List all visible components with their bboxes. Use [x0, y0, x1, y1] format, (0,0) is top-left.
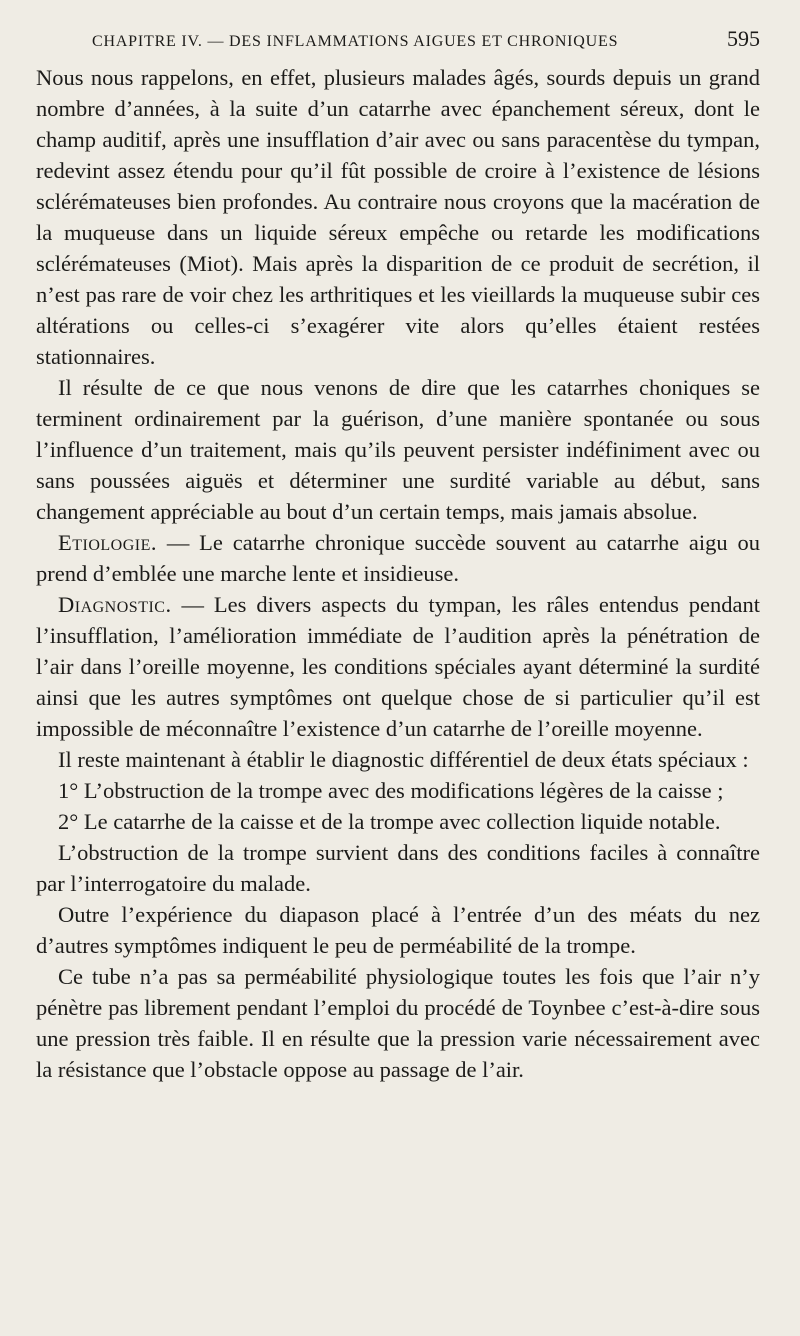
- page-number: 595: [727, 26, 760, 51]
- running-header: [36, 26, 760, 62]
- chapter-title: CHAPITRE IV. — DES INFLAMMATIONS AIGUES ET CHRONIQUES: [92, 33, 619, 50]
- list-item: 1° L’obstruction de la trompe avec des modifications légères de la caisse ;: [58, 778, 724, 803]
- paragraph: Ce tube n’a pas sa perméabilité physiologique toutes les fois que l’air n’y pénètre pas librement pendant l’emploi du procédé de Toynbee c’est-à-dire sous une pression très faible. Il en résulte que la pression varie nécessairement avec la résistance que l’obstacle oppose au passage de l’air.: [36, 964, 760, 1082]
- diagnostic-text: — Les divers aspects du tympan, les râles entendus pendant l’insufflation, l’amélioration immédiate de l’audition après la pénétration de l’air dans l’oreille moyenne, les conditions spéciales ayant déterminé la surdité ainsi que les autres symptômes ont quelque chose de si particulier qu’il est impossible de méconnaître l’existence d’un catarrhe de l’oreille moyenne.: [36, 592, 760, 741]
- diagnostic-paragraph: [36, 589, 760, 744]
- etiologie-heading: Etiologie.: [58, 530, 158, 555]
- paragraph: Il reste maintenant à établir le diagnostic différentiel de deux états spéciaux :: [58, 747, 749, 772]
- etiologie-text: — Le catarrhe chronique succède souvent au catarrhe aigu ou prend d’emblée une marche lente et insidieuse.: [36, 530, 760, 586]
- paragraph: Nous nous rappelons, en effet, plusieurs malades âgés, sourds depuis un grand nombre d’années, à la suite d’un catarrhe avec épanchement séreux, dont le champ auditif, après une insufflation d’air avec ou sans paracentèse du tympan, redevint assez étendu pour qu’il fût possible de croire à l’existence de lésions sclérémateuses bien profondes. Au contraire nous croyons que la macération de la muqueuse dans un liquide séreux empêche ou retarde les modifications sclérémateuses (Miot). Mais après la disparition de ce produit de secrétion, il n’est pas rare de voir chez les arthritiques et les vieillards la muqueuse subir ces altérations ou celles-ci s’exagérer vite alors qu’elles étaient restées stationnaires.: [36, 65, 760, 369]
- list-item: 2° Le catarrhe de la caisse et de la trompe avec collection liquide notable.: [58, 809, 721, 834]
- etiologie-paragraph: [36, 527, 760, 589]
- page-body: [36, 62, 760, 1085]
- paragraph: L’obstruction de la trompe survient dans des conditions faciles à connaître par l’interrogatoire du malade.: [36, 840, 760, 896]
- paragraph: Outre l’expérience du diapason placé à l’entrée d’un des méats du nez d’autres symptômes indiquent le peu de perméabilité de la trompe.: [36, 902, 760, 958]
- paragraph: Il résulte de ce que nous venons de dire que les catarrhes choniques se terminent ordinairement par la guérison, d’une manière spontanée ou sous l’influence d’un traitement, mais qu’ils peuvent persister indéfiniment avec ou sans poussées aiguës et déterminer une surdité variable au début, sans changement appréciable au bout d’un certain temps, mais jamais absolue.: [36, 375, 760, 524]
- diagnostic-heading: Diagnostic.: [58, 592, 172, 617]
